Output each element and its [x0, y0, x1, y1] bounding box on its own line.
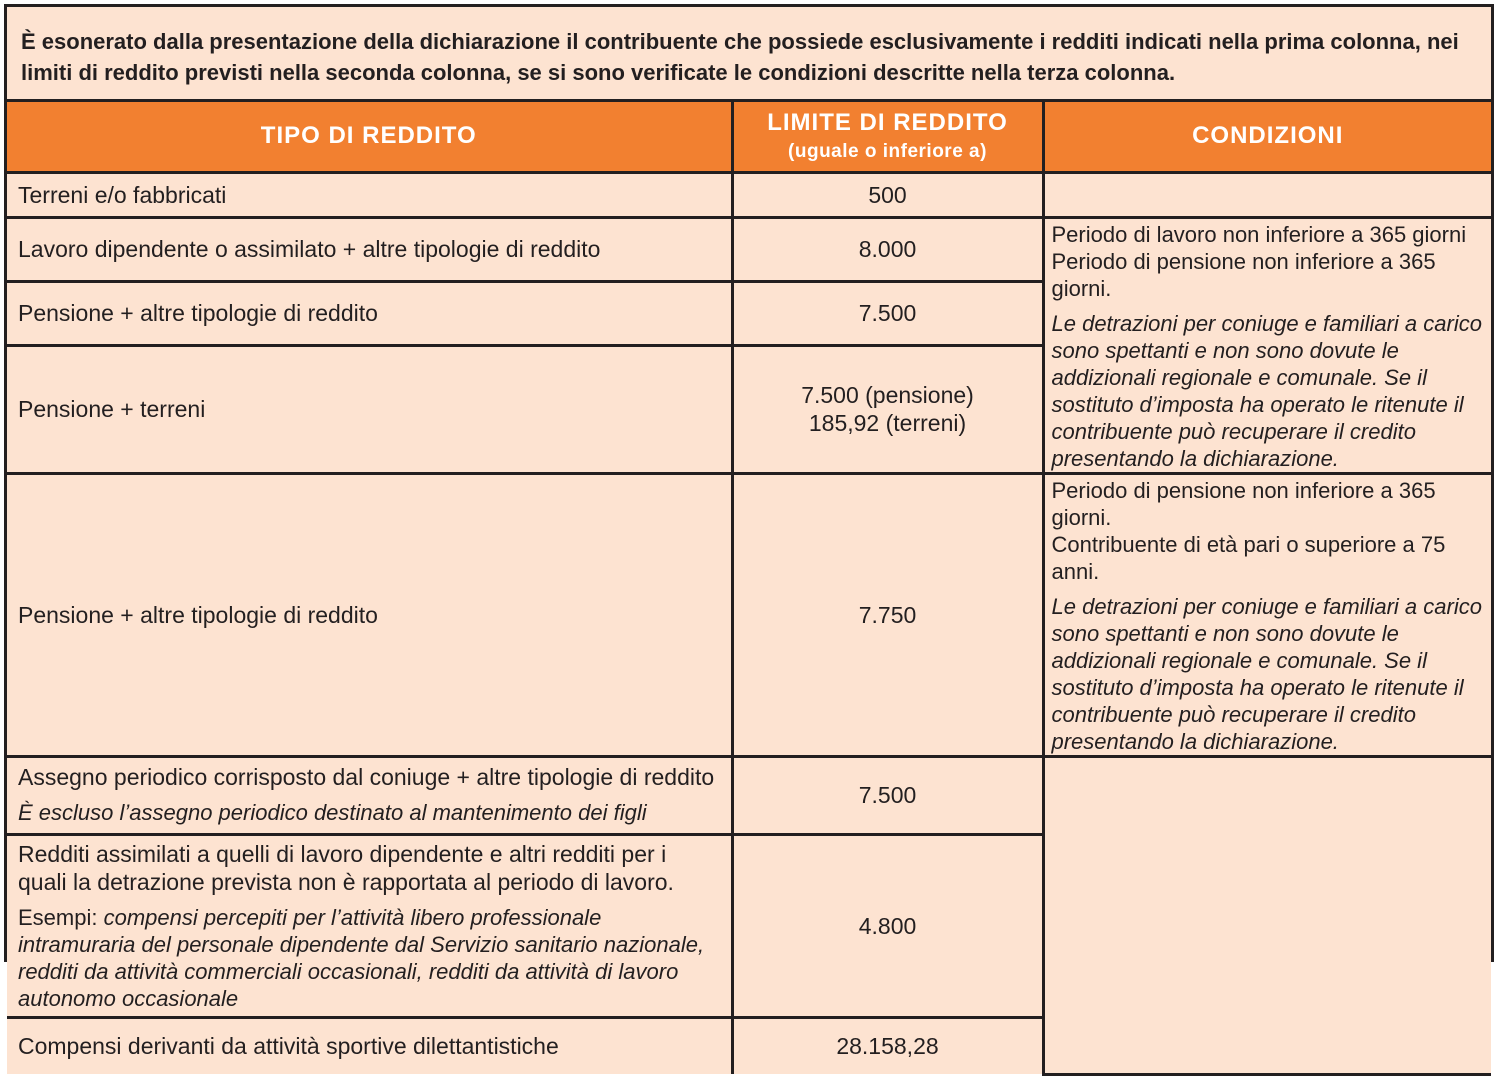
- row-condizioni-empty: [1043, 172, 1491, 217]
- table-row: [7, 473, 1491, 756]
- row-limite: 4.800: [732, 834, 1043, 1017]
- exemption-table: [7, 102, 1491, 1076]
- row-tipo: [7, 756, 732, 834]
- condition-line: Contribuente di età pari o superiore a 75 anni.: [1051, 531, 1446, 584]
- condition-line: Periodo di pensione non inferiore a 365 giorni.: [1051, 248, 1436, 301]
- row-tipo: Pensione + terreni: [7, 346, 732, 473]
- row-examples: [18, 904, 720, 1012]
- conditions-empty: [1043, 756, 1491, 1074]
- header-limite-reddito: [732, 102, 1043, 172]
- exemption-table-frame: [4, 4, 1494, 1060]
- condition-line: Periodo di lavoro non inferiore a 365 giorni: [1051, 221, 1467, 247]
- examples-text: compensi percepiti per l’attività libero professionale intramuraria del personale dipendente dal Servizio sanitario nazionale, redditi da attività commerciali occasionali, redditi da attività di lavoro autonomo occasionale: [18, 904, 705, 1011]
- row-limite: 8.000: [732, 217, 1043, 281]
- header-tipo-reddito: TIPO DI REDDITO: [7, 102, 732, 172]
- intro-text: È esonerato dalla presentazione della dichiarazione il contribuente che possiede esclusivamente i redditi indicati nella prima colonna, nei limiti di reddito previsti nella seconda colonna, se si sono verificate le condizioni descritte nella terza colonna.: [7, 7, 1491, 102]
- limite-line: 7.500 (pensione): [801, 382, 974, 409]
- row-limite: 28.158,28: [732, 1017, 1043, 1074]
- row-tipo: Pensione + altre tipologie di reddito: [7, 473, 732, 756]
- row-limite: 7.500: [732, 281, 1043, 345]
- conditions-block-2: [1043, 473, 1491, 756]
- header-limite-subtitle: (uguale o inferiore a): [788, 141, 987, 163]
- row-tipo-text: Assegno periodico corrisposto dal coniuge + altre tipologie di reddito: [18, 764, 715, 790]
- condition-italic-note: Le detrazioni per coniuge e familiari a carico sono spettanti e non sono dovute le addizionali regionale e comunale. Se il sostituto d’imposta ha operato le ritenute il contribuente può recuperare il credito presentando la dichiarazione.: [1051, 593, 1482, 754]
- row-tipo: Pensione + altre tipologie di reddito: [7, 281, 732, 345]
- examples-label: Esempi:: [18, 904, 98, 930]
- table-row: [7, 217, 1491, 281]
- row-note: È escluso l’assegno periodico destinato al mantenimento dei figli: [18, 800, 647, 825]
- condition-line: Periodo di pensione non inferiore a 365 giorni.: [1051, 477, 1436, 530]
- row-limite: 7.500: [732, 756, 1043, 834]
- table-row: [7, 756, 1491, 834]
- row-tipo: Compensi derivanti da attività sportive dilettantistiche: [7, 1017, 732, 1074]
- header-limite-title: LIMITE DI REDDITO: [767, 109, 1008, 137]
- table-row: [7, 172, 1491, 217]
- row-limite: [732, 346, 1043, 473]
- row-tipo: [7, 834, 732, 1017]
- row-tipo-text: Redditi assimilati a quelli di lavoro dipendente e altri redditi per i quali la detrazione prevista non è rapportata al periodo di lavoro.: [18, 840, 674, 895]
- row-tipo: Terreni e/o fabbricati: [7, 172, 732, 217]
- conditions-block-1: [1043, 217, 1491, 473]
- limite-line: 185,92 (terreni): [808, 410, 967, 437]
- row-limite: 500: [732, 172, 1043, 217]
- condition-italic-note: Le detrazioni per coniuge e familiari a carico sono spettanti e non sono dovute le addizionali regionale e comunale. Se il sostituto d’imposta ha operato le ritenute il contribuente può recuperare il credito presentando la dichiarazione.: [1051, 310, 1482, 471]
- header-condizioni: CONDIZIONI: [1043, 102, 1491, 172]
- row-tipo: Lavoro dipendente o assimilato + altre tipologie di reddito: [7, 217, 732, 281]
- row-limite: 7.750: [732, 473, 1043, 756]
